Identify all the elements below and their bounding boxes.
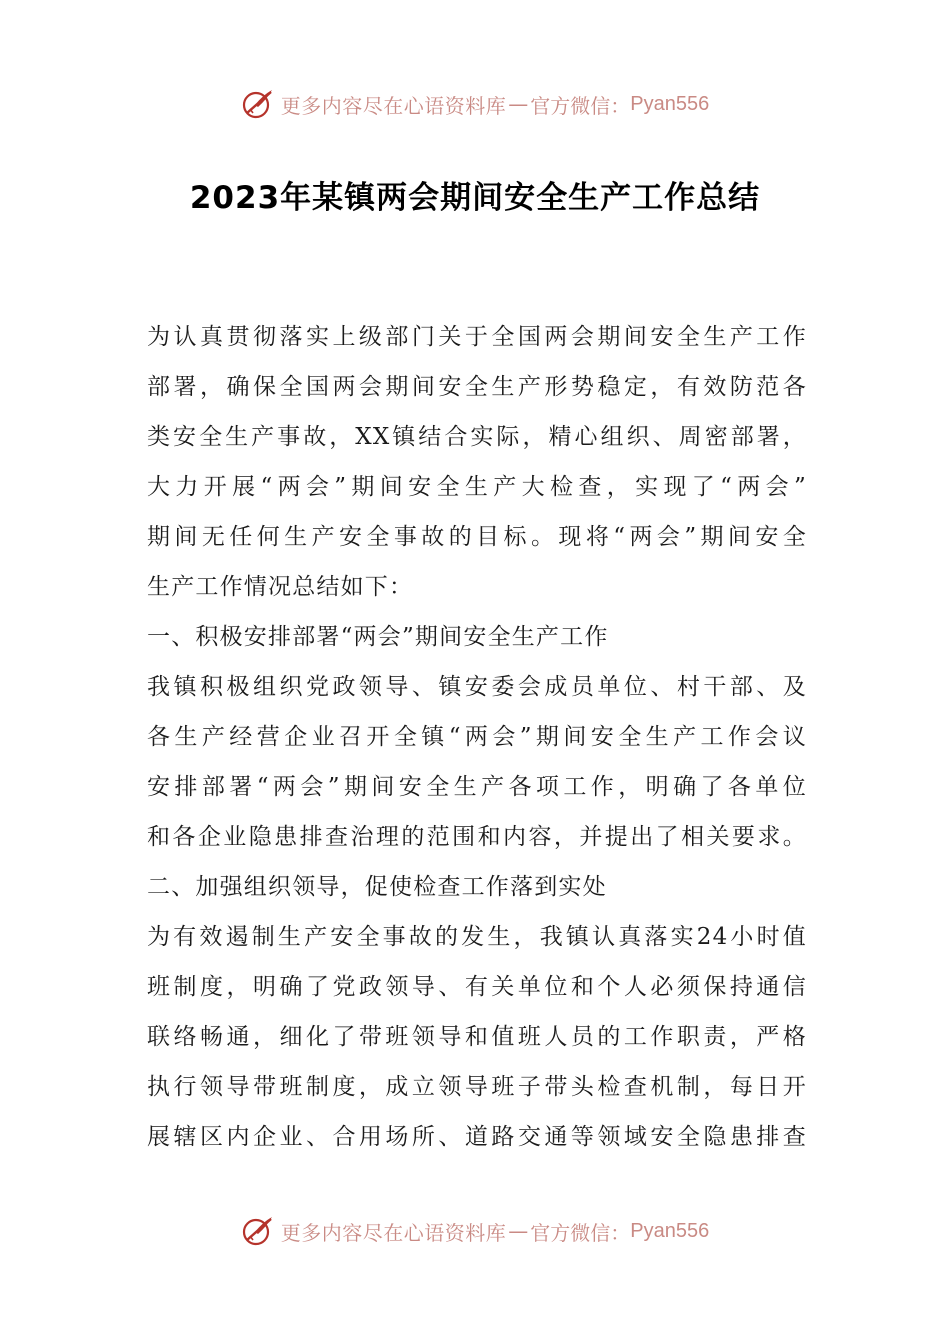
body-line: 大力开展“两会”期间安全生产大检查，实现了“两会”	[147, 474, 807, 500]
body-line: 我镇积极组织党政领导、镇安委会成员单位、村干部、及	[147, 674, 807, 700]
document-body	[147, 312, 807, 1162]
body-line: 各生产经营企业召开全镇“两会”期间安全生产工作会议	[147, 724, 807, 750]
header-watermark	[0, 84, 950, 124]
document-title: 2023年某镇两会期间安全生产工作总结	[189, 180, 761, 216]
watermark-text: 更多内容尽在心语资料库	[280, 93, 507, 118]
quill-logo-icon	[241, 87, 275, 121]
body-line: 期间无任何生产安全事故的目标。现将“两会”期间安全	[147, 524, 807, 550]
body-line: 安排部署“两会”期间安全生产各项工作，明确了各单位	[147, 774, 807, 800]
watermark-wechat-id: Pyan556	[630, 92, 710, 115]
body-line: 执行领导带班制度，成立领导班子带头检查机制，每日开	[147, 1074, 807, 1100]
watermark-text: 更多内容尽在心语资料库	[280, 1220, 507, 1245]
body-line: 为有效遏制生产安全事故的发生，我镇认真落实24小时值	[147, 924, 807, 950]
watermark-separator: —	[508, 92, 529, 116]
watermark-wechat-label: 官方微信：	[530, 93, 631, 118]
body-line: 为认真贯彻落实上级部门关于全国两会期间安全生产工作	[147, 324, 807, 350]
section-heading-1: 一、积极安排部署“两会”期间安全生产工作	[147, 624, 609, 650]
body-line: 部署，确保全国两会期间安全生产形势稳定，有效防范各	[147, 374, 807, 400]
section-heading-2: 二、加强组织领导，促使检查工作落到实处	[147, 874, 607, 900]
watermark-separator: —	[508, 1219, 529, 1243]
watermark-wechat-id: Pyan556	[630, 1219, 710, 1242]
body-line: 联络畅通，细化了带班领导和值班人员的工作职责，严格	[147, 1024, 807, 1050]
body-line: 和各企业隐患排查治理的范围和内容，并提出了相关要求。	[147, 824, 807, 850]
quill-logo-icon	[241, 1214, 275, 1248]
body-line: 班制度，明确了党政领导、有关单位和个人必须保持通信	[147, 974, 807, 1000]
body-line: 类安全生产事故，XX镇结合实际，精心组织、周密部署，	[147, 424, 807, 450]
footer-watermark	[0, 1211, 950, 1251]
body-line: 生产工作情况总结如下：	[147, 574, 414, 600]
body-line: 展辖区内企业、合用场所、道路交通等领域安全隐患排查	[147, 1124, 807, 1150]
watermark-wechat-label: 官方微信：	[530, 1220, 631, 1245]
